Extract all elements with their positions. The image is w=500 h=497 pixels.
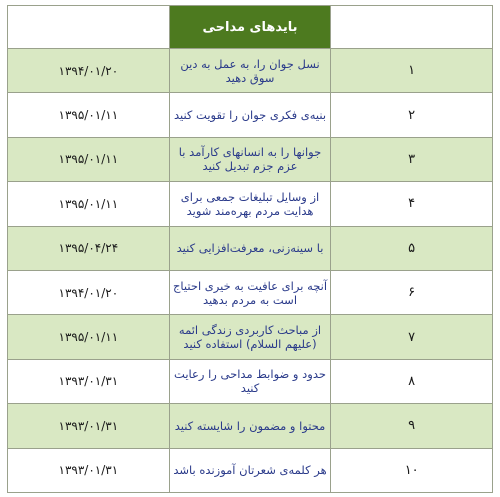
row-date: ۱۳۹۵/۰۴/۲۴: [8, 226, 170, 270]
header-number-cell: [331, 6, 493, 49]
row-date: ۱۳۹۳/۰۱/۳۱: [8, 359, 170, 403]
row-text: حدود و ضوابط مداحی را رعایت کنید: [169, 359, 331, 403]
row-date: ۱۳۹۴/۰۱/۲۰: [8, 270, 170, 314]
table-row: [8, 137, 493, 181]
row-date: ۱۳۹۴/۰۱/۲۰: [8, 49, 170, 93]
table-row: [8, 448, 493, 492]
row-date: ۱۳۹۳/۰۱/۳۱: [8, 404, 170, 448]
row-number: ۹: [331, 404, 493, 448]
row-number: ۵: [331, 226, 493, 270]
row-text: با سینه‌زنی، معرفت‌افزایی کنید: [169, 226, 331, 270]
header-date-cell: [8, 6, 170, 49]
row-text: بنیه‌ی فکری جوان را تقویت کنید: [169, 93, 331, 137]
row-date: ۱۳۹۵/۰۱/۱۱: [8, 93, 170, 137]
row-text: نسل جوان را، به عمل به دین سوق دهید: [169, 49, 331, 93]
table-header-row: [8, 6, 493, 49]
row-text: محتوا و مضمون را شایسته کنید: [169, 404, 331, 448]
row-text: جوانها را به انسانهای کارآمد با عزم جزم تبدیل کنید: [169, 137, 331, 181]
table-row: [8, 226, 493, 270]
row-text: از وسایل تبلیغات جمعی برای هدایت مردم بهره‌مند شوید: [169, 182, 331, 226]
row-number: ۳: [331, 137, 493, 181]
table-row: [8, 182, 493, 226]
row-date: ۱۳۹۵/۰۱/۱۱: [8, 315, 170, 359]
row-number: ۱۰: [331, 448, 493, 492]
rules-table: [7, 5, 493, 493]
row-number: ۸: [331, 359, 493, 403]
row-text: آنچه برای عافیت به خیری احتیاج است به مردم بدهید: [169, 270, 331, 314]
table-row: [8, 270, 493, 314]
row-text: از مباحث کاربردی زندگی ائمه (علیهم السلام) استفاده کنید: [169, 315, 331, 359]
row-text: هر کلمه‌ی شعرتان آموزنده باشد: [169, 448, 331, 492]
rules-table-container: [7, 5, 493, 492]
row-number: ۴: [331, 182, 493, 226]
row-number: ۲: [331, 93, 493, 137]
table-title: بایدهای مداحی: [169, 6, 331, 49]
table-row: [8, 93, 493, 137]
row-number: ۷: [331, 315, 493, 359]
row-date: ۱۳۹۵/۰۱/۱۱: [8, 182, 170, 226]
table-body: [8, 49, 493, 493]
table-row: [8, 359, 493, 403]
table-row: [8, 49, 493, 93]
row-date: ۱۳۹۳/۰۱/۳۱: [8, 448, 170, 492]
row-number: ۶: [331, 270, 493, 314]
table-row: [8, 404, 493, 448]
row-number: ۱: [331, 49, 493, 93]
table-row: [8, 315, 493, 359]
row-date: ۱۳۹۵/۰۱/۱۱: [8, 137, 170, 181]
